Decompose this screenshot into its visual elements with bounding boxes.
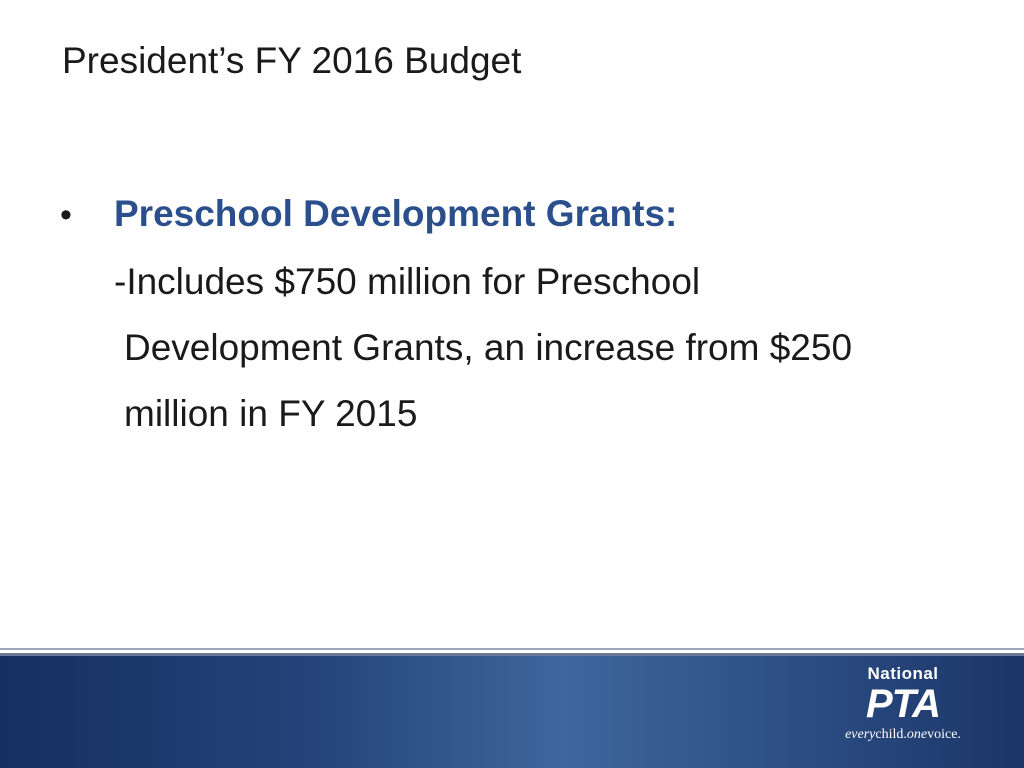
bullet-row <box>60 188 980 241</box>
bullet-heading: Preschool Development Grants: <box>114 193 678 234</box>
bullet-line-2: Development Grants, an increase from $250 <box>124 327 853 368</box>
bullet-dot-icon: • <box>60 196 72 234</box>
tagline-every: every <box>845 727 876 742</box>
tagline-child: child. <box>875 727 907 742</box>
logo-tagline <box>828 724 978 746</box>
logo-pta-text: PTA <box>865 682 941 726</box>
tagline-one: one <box>906 727 928 742</box>
bullet-body <box>114 249 980 447</box>
tagline-voice: voice. <box>927 727 961 742</box>
bullet-line-1: -Includes $750 million for Preschool <box>114 261 701 302</box>
bullet-block <box>60 188 980 447</box>
logo-national-text: National <box>867 664 939 683</box>
national-pta-logo <box>828 664 978 760</box>
bullet-line-3: million in FY 2015 <box>124 393 418 434</box>
slide-title: President’s FY 2016 Budget <box>62 40 522 81</box>
footer-divider <box>0 648 1024 656</box>
